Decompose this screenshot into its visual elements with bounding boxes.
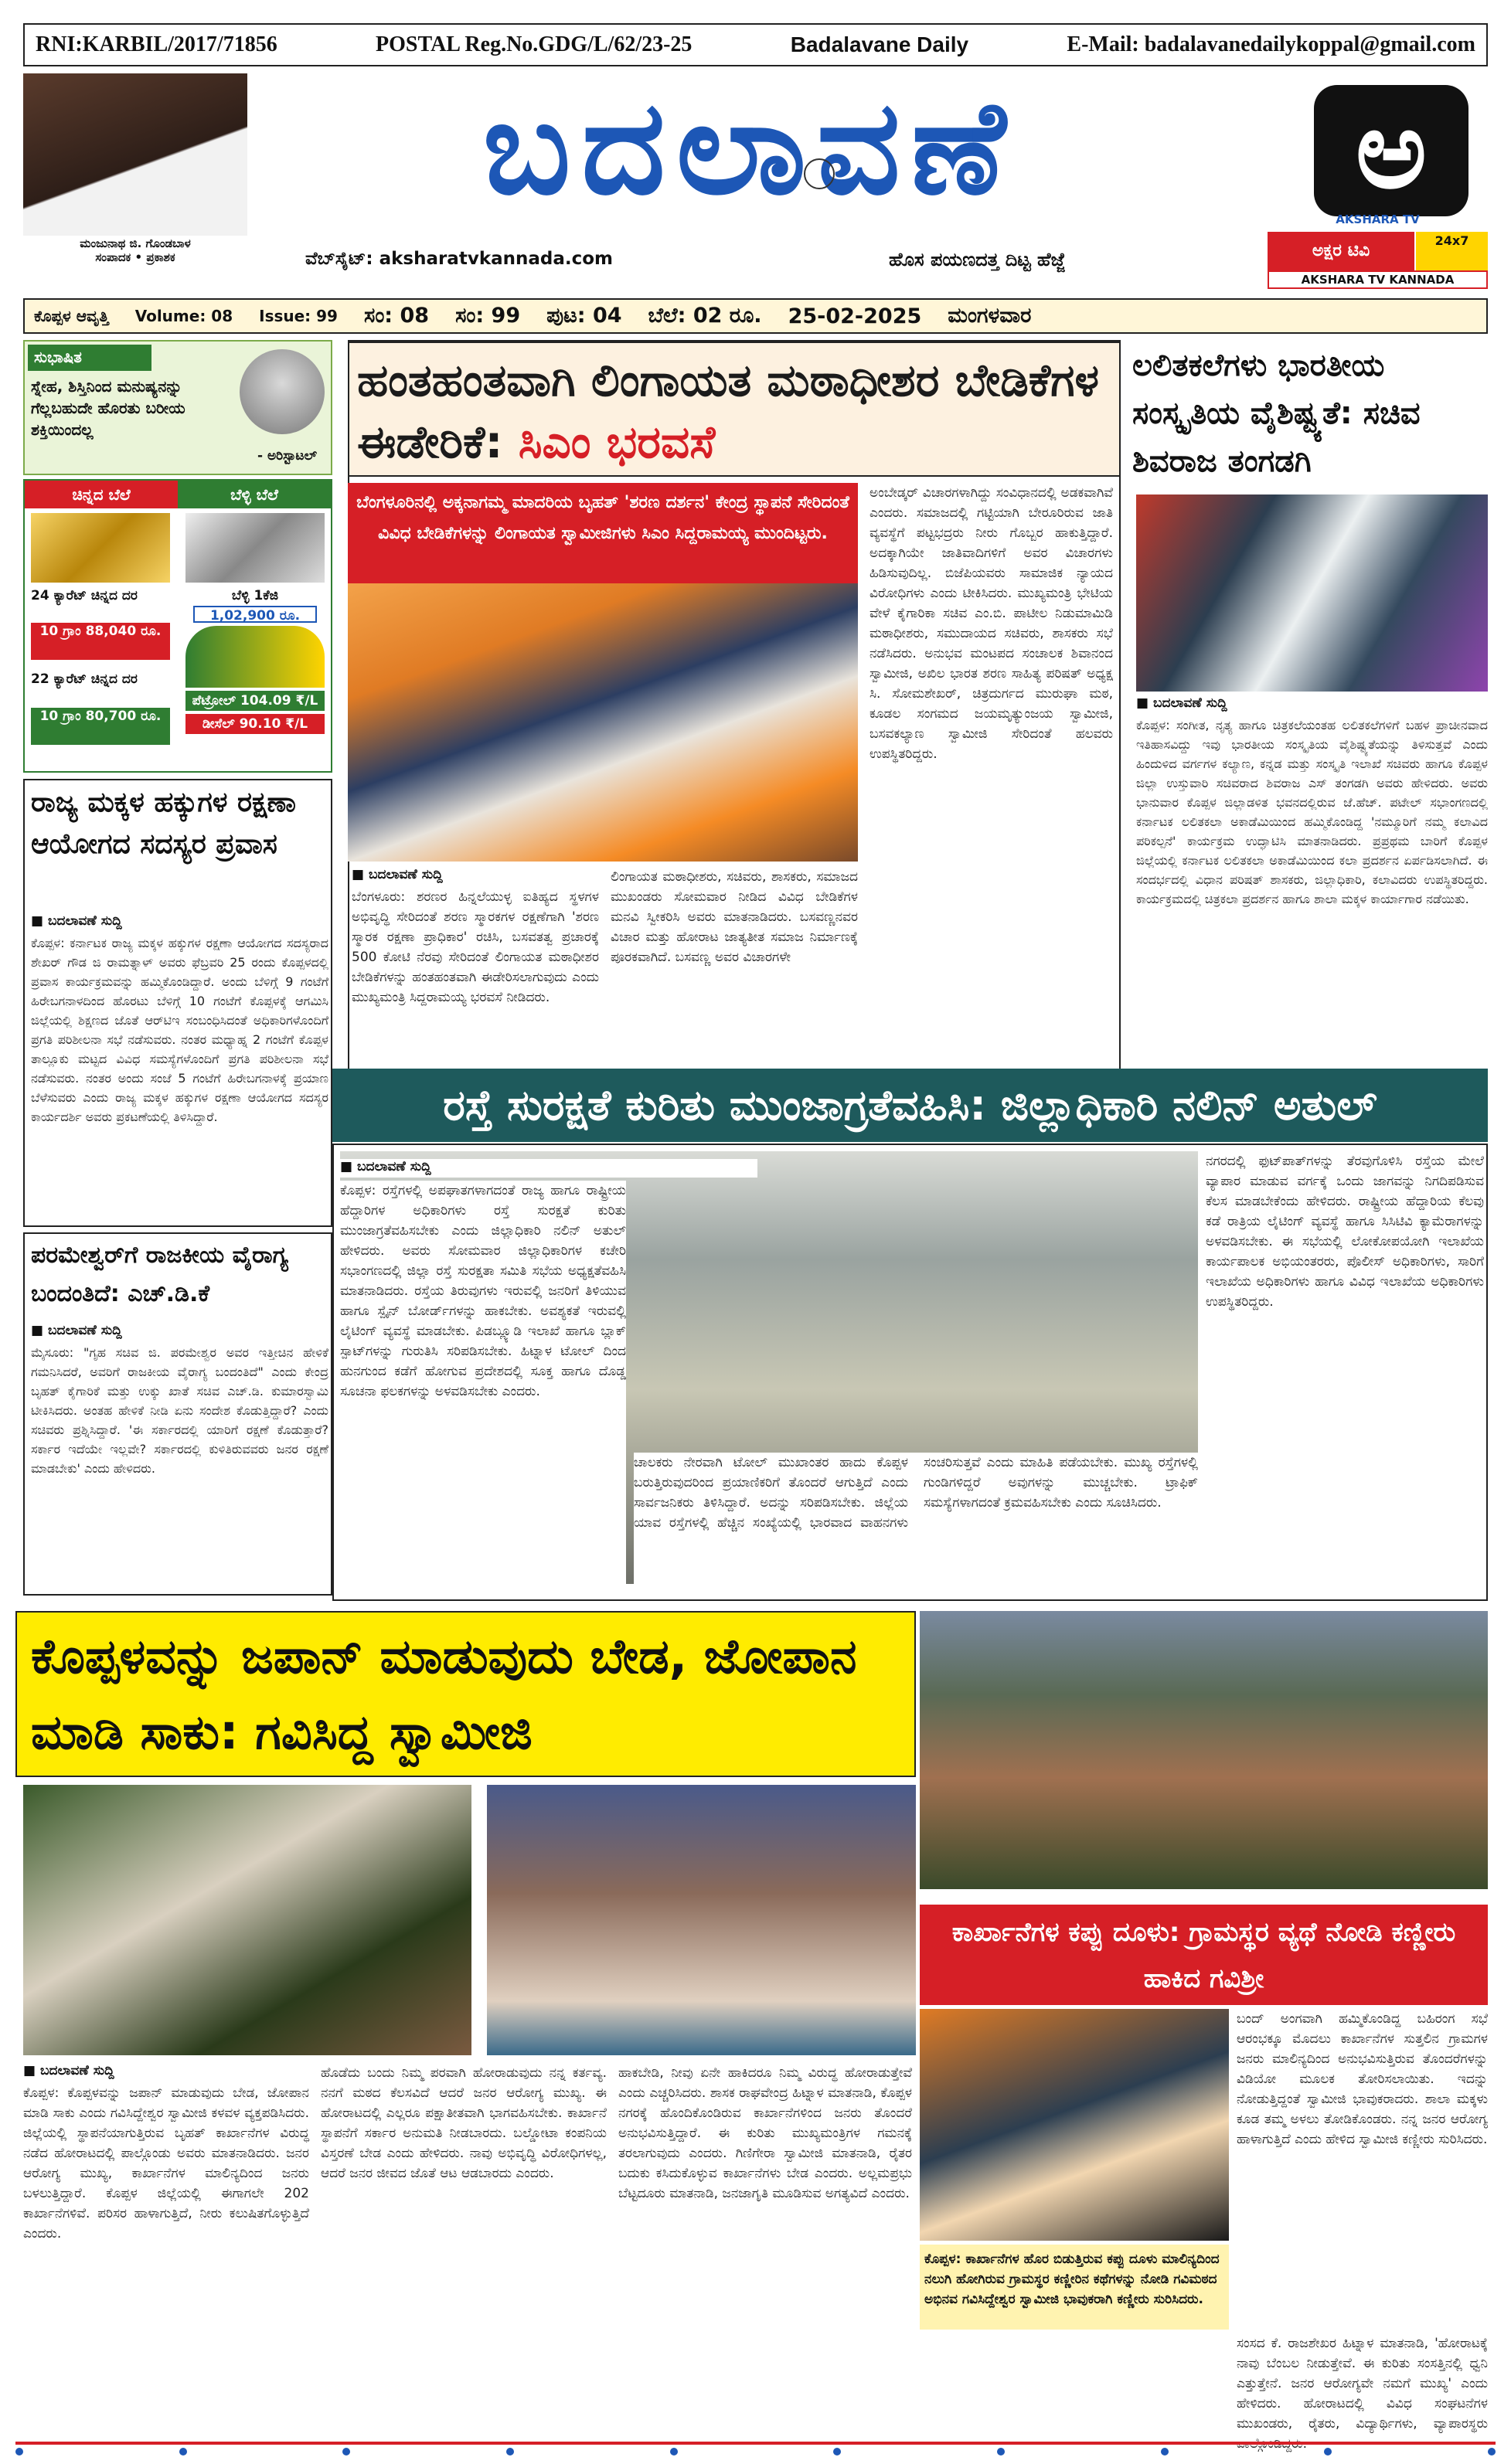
footer-rule	[15, 2442, 1496, 2445]
issue-info-bar	[23, 298, 1488, 334]
footer-dot-icon	[833, 2448, 841, 2456]
pages: ಪುಟ: 04	[546, 304, 622, 328]
lingayat-article-title	[357, 349, 1115, 473]
koppal-article-col3: ಹಾಕಬೇಡಿ, ನೀವು ಏನೇ ಹಾಕಿದರೂ ನಿಮ್ಮ ವಿರುದ್ಧ ಹೋರಾಡುತ್ತೇವೆ ಎಂದು ಎಚ್ಚರಿಸಿದರು. ಶಾಸಕ ರಾಘವೇಂದ್ರ ಹಿಟ್ನಾಳ ಮಾತನಾಡಿ, ಕೊಪ್ಪಳ ನಗರಕ್ಕೆ ಹೊಂದಿಕೊಂಡಿರುವ ಕಾರ್ಖಾನೆಗಳಿಂದ ಜನರು ತೊಂದರೆ ಅನುಭವಿಸುತ್ತಿದ್ದಾರೆ. ಈ ಕುರಿತು ಮುಖ್ಯಮಂತ್ರಿಗಳ ಗಮನಕ್ಕೆ ತರಲಾಗುವುದು ಎಂದರು. ಗಿಣಿಗೇರಾ ಸ್ವಾಮೀಜಿ ಮಾತನಾಡಿ, ರೈತರ ಬದುಕು ಕಸಿದುಕೊಳ್ಳುವ ಕಾರ್ಖಾನೆಗಳು ಬೇಡ ಎಂದರು. ಅಲ್ಲಮಪ್ರಭು ಬೆಟ್ಟದೂರು ಮಾತನಾಡಿ, ಜನಜಾಗೃತಿ ಮೂಡಿಸುವ ಅಗತ್ಯವಿದೆ ಎಂದರು.	[618, 2065, 912, 2201]
akshara-tv-logo-icon: ಅ	[1314, 85, 1468, 216]
gold24-value: 10 ಗ್ರಾಂ 88,040 ರೂ.	[31, 623, 170, 660]
tagline: ಹೊಸ ಪಯಣದತ್ತ ದಿಟ್ಟ ಹೆಜ್ಜೆ	[889, 249, 1066, 270]
editor-photo	[23, 73, 247, 236]
koppal-article-col1: ಕೊಪ್ಪಳ: ಕೊಪ್ಪಳವನ್ನು ಜಪಾನ್ ಮಾಡುವುದು ಬೇಡ, ಜೋಪಾನ ಮಾಡಿ ಸಾಕು ಎಂದು ಗವಿಸಿದ್ದೇಶ್ವರ ಸ್ವಾಮೀಜಿ ಕಳವಳ ವ್ಯಕ್ತಪಡಿಸಿದರು. ಜಿಲ್ಲೆಯಲ್ಲಿ ಸ್ಥಾಪನೆಯಾಗುತ್ತಿರುವ ಬೃಹತ್ ಕಾರ್ಖಾನೆಗಳ ವಿರುದ್ಧ ನಡೆದ ಹೋರಾಟದಲ್ಲಿ ಪಾಲ್ಗೊಂಡು ಅವರು ಮಾತನಾಡಿದರು. ಜನರ ಆರೋಗ್ಯ ಮುಖ್ಯ, ಕಾರ್ಖಾನೆಗಳ ಮಾಲಿನ್ಯದಿಂದ ಜನರು ಬಳಲುತ್ತಿದ್ದಾರೆ. ಕೊಪ್ಪಳ ಜಿಲ್ಲೆಯಲ್ಲಿ ಈಗಾಗಲೇ 202 ಕಾರ್ಖಾನೆಗಳಿವೆ. ಪರಿಸರ ಹಾಳಾಗುತ್ತಿದೆ, ನೀರು ಕಲುಷಿತಗೊಳ್ಳುತ್ತಿದೆ ಎಂದರು.	[23, 2085, 309, 2241]
protest-crowd-photo	[920, 1611, 1488, 1889]
lingayat-meeting-photo	[348, 583, 858, 862]
road-article-col3: ನಗರದಲ್ಲಿ ಫುಟ್‌ಪಾತ್‌ಗಳನ್ನು ತೆರವುಗೊಳಿಸಿ ರಸ್ತೆಯ ಮೇಲೆ ವ್ಯಾಪಾರ ಮಾಡುವ ವರ್ಗಕ್ಕೆ ಒಂದು ಜಾಗವನ್ನು ನಿಗದಿಪಡಿಸುವ ಕೆಲಸ ಮಾಡಬೇಕೆಂದು ಹೇಳಿದರು. ರಾಷ್ಟ್ರೀಯ ಹೆದ್ದಾರಿಯ ಕೆಲವು ಕಡೆ ರಾತ್ರಿಯ ಲೈಟಿಂಗ್ ವ್ಯವಸ್ಥೆ ಹಾಗೂ ಸಿಸಿಟಿವಿ ಕ್ಯಾಮೆರಾಗಳನ್ನು ಅಳವಡಿಸಬೇಕು. ಈ ಸಭೆಯಲ್ಲಿ ಲೋಕೋಪಯೋಗಿ ಇಲಾಖೆಯ ಕಾರ್ಯಪಾಲಕ ಅಭಿಯಂತರರು, ಪೊಲೀಸ್ ಅಧಿಕಾರಿಗಳು, ಸಾರಿಗೆ ಇಲಾಖೆಯ ಅಧಿಕಾರಿಗಳು ಹಾಗೂ ವಿವಿಧ ಇಲಾಖೆಯ ಅಧಿಕಾರಿಗಳು ಉಪಸ್ಥಿತರಿದ್ದರು.	[1206, 1154, 1484, 1310]
footer-dots	[15, 2448, 1496, 2459]
footer-dot-icon	[997, 2448, 1005, 2456]
children-article-body: ಕೊಪ್ಪಳ: ಕರ್ನಾಟಕ ರಾಜ್ಯ ಮಕ್ಕಳ ಹಕ್ಕುಗಳ ರಕ್ಷಣಾ ಆಯೋಗದ ಸದಸ್ಯರಾದ ಶೇಖರ್ ಗೌಡ ಜಿ ರಾಮತ್ನಾಳ್ ಅವರು ಫೆಬ್ರವರಿ 25 ರಂದು ಕೊಪ್ಪಳದಲ್ಲಿ ಪ್ರವಾಸ ಕಾರ್ಯಕ್ರಮವನ್ನು ಹಮ್ಮಿಕೊಂಡಿದ್ದಾರೆ. ಅಂದು ಬೆಳಿಗ್ಗೆ 9 ಗಂಟೆಗೆ ಹಿರೇಬಗನಾಳದಿಂದ ಹೊರಟು ಬೆಳಿಗ್ಗೆ 10 ಗಂಟೆಗೆ ಕೊಪ್ಪಳಕ್ಕೆ ಆಗಮಿಸಿ ಜಿಲ್ಲೆಯಲ್ಲಿ ಶಿಕ್ಷಣದ ಜೊತೆ ಆರ್‌ಟಿಇ ಸಂಬಂಧಿಸಿದಂತೆ ಅಧಿಕಾರಿಗಳೊಂದಿಗೆ ಪ್ರಗತಿ ಪರಿಶೀಲನಾ ಸಭೆ ನಡೆಸುವರು. ನಂತರ ಮಧ್ಯಾಹ್ನ 2 ಗಂಟೆಗೆ ಕೊಪ್ಪಳ ತಾಲ್ಲೂಕು ಮಟ್ಟದ ವಿವಿಧ ಸಮಸ್ಯೆಗಳೊಂದಿಗೆ ಪ್ರಗತಿ ಪರಿಶೀಲನಾ ಸಭೆ ನಡೆಸುವರು. ನಂತರ ಅಂದು ಸಂಜೆ 5 ಗಂಟೆಗೆ ಹಿರೇಬಗನಾಳಕ್ಕೆ ಪ್ರಯಾಣ ಬೆಳೆಸುವರು ಎಂದು ರಾಜ್ಯ ಮಕ್ಕಳ ಹಕ್ಕುಗಳ ರಕ್ಷಣಾ ಆಯೋಗದ ಸದಸ್ಯರ ಕಾರ್ಯದರ್ಶಿ ಅವರು ಪ್ರಕಟಣೆಯಲ್ಲಿ ತಿಳಿಸಿದ್ದಾರೆ.	[31, 936, 328, 1124]
issue-day: ಮಂಗಳವಾರ	[948, 304, 1032, 328]
sam-2: ಸಂ: 99	[455, 304, 521, 328]
parameshwar-article-byline: ■ ಬದಲಾವಣೆ ಸುದ್ದಿ	[31, 1323, 122, 1338]
protest-gathering-photo	[487, 1785, 916, 2055]
protest-leaders-photo	[23, 1785, 471, 2055]
gold22-value: 10 ಗ್ರಾಂ 80,700 ರೂ.	[31, 708, 170, 745]
lalit-article-body: ಕೊಪ್ಪಳ: ಸಂಗೀತ, ನೃತ್ಯ ಹಾಗೂ ಚಿತ್ರಕಲೆಯಂತಹ ಲಲಿತಕಲೆಗಳಿಗೆ ಬಹಳ ಪ್ರಾಚೀನವಾದ ಇತಿಹಾಸವಿದ್ದು ಇವು ಭಾರತೀಯ ಸಂಸ್ಕೃತಿಯ ವೈಶಿಷ್ಟ್ಯತೆಯನ್ನು ತಿಳಿಸುತ್ತವೆ ಎಂದು ಹಿಂದುಳಿದ ವರ್ಗಗಳ ಕಲ್ಯಾಣ, ಕನ್ನಡ ಮತ್ತು ಸಂಸ್ಕೃತಿ ಇಲಾಖೆ ಸಚಿವರು ಹಾಗೂ ಕೊಪ್ಪಳ ಜಿಲ್ಲಾ ಉಸ್ತುವಾರಿ ಸಚಿವರಾದ ಶಿವರಾಜ ಎಸ್ ತಂಗಡಗಿ ಅವರು ಹೇಳಿದರು. ಅವರು ಭಾನುವಾರ ಕೊಪ್ಪಳ ಜಿಲ್ಲಾಡಳಿತ ಭವನದಲ್ಲಿರುವ ಜೆ.ಹೆಚ್. ಪಟೇಲ್ ಸಭಾಂಗಣದಲ್ಲಿ ಕರ್ನಾಟಕ ಲಲಿತಕಲಾ ಅಕಾಡೆಮಿಯಿಂದ ಹಮ್ಮಿಕೊಂಡಿದ್ದ 'ನಮ್ಮೂರಿಗೆ ನಮ್ಮ ಕಲಾವಿದ ಪರಿಕಲ್ಪನೆ' ಕಾರ್ಯಕ್ರಮ ಉದ್ಘಾಟಿಸಿ ಮಾತನಾಡಿದರು. ಪ್ರಪ್ರಥಮ ಬಾರಿಗೆ ಕೊಪ್ಪಳ ಜಿಲ್ಲೆಯಲ್ಲಿ ಕರ್ನಾಟಕ ಲಲಿತಕಲಾ ಅಕಾಡೆಮಿಯಿಂದ ಕಲಾ ಪ್ರದರ್ಶನ ಏರ್ಪಡಿಸಲಾಗಿದೆ. ಈ ಸಂದರ್ಭದಲ್ಲಿ ವಿಧಾನ ಪರಿಷತ್ ಶಾಸಕರು, ಜಿಲ್ಲಾಧಿಕಾರಿ, ಕಲಾವಿದರು ಉಪಸ್ಥಿತರಿದ್ದರು. ಕಾರ್ಯಕ್ರಮದಲ್ಲಿ ಚಿತ್ರಕಲಾ ಪ್ರದರ್ಶನ ಹಾಗೂ ಶಾಲಾ ಮಕ್ಕಳ ಕಾರ್ಯಾಗಾರ ನಡೆಯಿತು.	[1136, 718, 1488, 906]
karkhane-article-title: ಕಾರ್ಖಾನೆಗಳ ಕಪ್ಪು ದೂಳು: ಗ್ರಾಮಸ್ಥರ ವ್ಯಥೆ ನೋಡಿ ಕಣ್ಣೀರು ಹಾಕಿದ ಗವಿಶ್ರೀ	[920, 1905, 1488, 2005]
silver-label: ಬೆಳ್ಳಿ 1ಕೆಜಿ	[231, 588, 279, 603]
road-article-byline: ■ ಬದಲಾವಣೆ ಸುದ್ದಿ	[340, 1159, 757, 1178]
swamiji-emotional-photo	[920, 2009, 1229, 2241]
karkhane-spacer	[920, 2333, 1229, 2434]
edition: ಕೊಪ್ಪಳ ಆವೃತ್ತಿ	[34, 307, 109, 325]
website-url[interactable]: ವೆಬ್‌ಸೈಟ್: aksharatvkannada.com	[305, 249, 614, 269]
silver-bars-icon	[185, 513, 325, 583]
footer-dot-icon	[1488, 2448, 1496, 2456]
children-article-title: ರಾಜ್ಯ ಮಕ್ಕಳ ಹಕ್ಕುಗಳ ರಕ್ಷಣಾ ಆಯೋಗದ ಸದಸ್ಯರ ಪ್ರವಾಸ	[31, 787, 296, 860]
road-article-col2: ಚಾಲಕರು ನೇರವಾಗಿ ಟೋಲ್ ಮುಖಾಂತರ ಹಾದು ಕೊಪ್ಪಳ ಬರುತ್ತಿರುವುದರಿಂದ ಪ್ರಯಾಣಿಕರಿಗೆ ತೊಂದರೆ ಆಗುತ್ತಿದೆ ಎಂದು ಸಾರ್ವಜನಿಕರು ತಿಳಿಸಿದ್ದಾರೆ. ಅದನ್ನು ಸರಿಪಡಿಸಬೇಕು. ಜಿಲ್ಲೆಯ ಯಾವ ರಸ್ತೆಗಳಲ್ಲಿ ಹೆಚ್ಚಿನ ಸಂಖ್ಯೆಯಲ್ಲಿ ಭಾರವಾದ ವಾಹನಗಳು ಸಂಚರಿಸುತ್ತವೆ ಎಂದು ಮಾಹಿತಿ ಪಡೆಯಬೇಕು. ಮುಖ್ಯ ರಸ್ತೆಗಳಲ್ಲಿ ಗುಂಡಿಗಳಿದ್ದರೆ ಅವುಗಳನ್ನು ಮುಚ್ಚಬೇಕು. ಟ್ರಾಫಿಕ್ ಸಮಸ್ಯೆಗಳಾಗದಂತೆ ಕ್ರಮವಹಿಸಬೇಕು ಎಂದು ಸೂಚಿಸಿದರು.	[634, 1453, 1198, 1596]
issue: Issue: 99	[259, 307, 338, 325]
gold24-label: 24 ಕ್ಯಾರೆಟ್ ಚಿನ್ನದ ದರ	[31, 588, 138, 603]
road-safety-banner: ರಸ್ತೆ ಸುರಕ್ಷತೆ ಕುರಿತು ಮುಂಜಾಗ್ರತೆವಹಿಸಿ: ಜಿಲ್ಲಾಧಿಕಾರಿ ನಲಿನ್ ಅತುಲ್	[332, 1069, 1488, 1142]
parameshwar-article-body: ಮೈಸೂರು: "ಗೃಹ ಸಚಿವ ಜಿ. ಪರಮೇಶ್ವರ ಅವರ ಇತ್ತೀಚಿನ ಹೇಳಿಕೆ ಗಮನಿಸಿದರೆ, ಅವರಿಗೆ ರಾಜಕೀಯ ವೈರಾಗ್ಯ ಬಂದಂತಿದೆ" ಎಂದು ಕೇಂದ್ರ ಬೃಹತ್ ಕೈಗಾರಿಕೆ ಮತ್ತು ಉಕ್ಕು ಖಾತೆ ಸಚಿವ ಎಚ್.ಡಿ. ಕುಮಾರಸ್ವಾಮಿ ಟೀಕಿಸಿದರು. ಅಂತಹ ಹೇಳಿಕೆ ನೀಡಿ ಏನು ಸಂದೇಶ ಕೊಡುತ್ತಿದ್ದಾರೆ? ಎಂದು ಸಚಿವರು ಪ್ರಶ್ನಿಸಿದ್ದಾರೆ. 'ಈ ಸರ್ಕಾರದಲ್ಲಿ ಯಾರಿಗೆ ರಕ್ಷಣೆ ಕೊಡುತ್ತಾರೆ? ಸರ್ಕಾರ ಇದೆಯೇ ಇಲ್ಲವೇ? ಸರ್ಕಾರದಲ್ಲಿ ಕುಳಿತಿರುವವರು ಜನರ ರಕ್ಷಣೆ ಮಾಡಬೇಕು' ಎಂದು ಹೇಳಿದರು.	[31, 1345, 328, 1476]
top-info-bar	[23, 23, 1488, 66]
tv-kannada-label: ಅಕ್ಷರ ಟಿವಿ	[1268, 232, 1414, 270]
footer-dot-icon	[1161, 2448, 1169, 2456]
silver-value: 1,02,900 ರೂ.	[193, 606, 317, 623]
gold22-label: 22 ಕ್ಯಾರೆಟ್ ಚಿನ್ನದ ದರ	[31, 671, 138, 687]
footer-dot-icon	[342, 2448, 350, 2456]
diesel-price: ಡೀಸೆಲ್ 90.10 ₹/L	[185, 714, 325, 734]
parameshwar-article-title: ಪರಮೇಶ್ವರ್‌ಗೆ ರಾಜಕೀಯ ವೈರಾಗ್ಯ ಬಂದಂತಿದೆ: ಎಚ್.ಡಿ.ಕೆ	[31, 1242, 288, 1307]
tv-english-label: AKSHARA TV KANNADA	[1268, 270, 1488, 289]
footer-dot-icon	[15, 2448, 23, 2456]
silver-price-heading: ಬೆಳ್ಳಿ ಬೆಲೆ	[178, 481, 331, 508]
fuel-gauge-icon	[185, 626, 325, 688]
volume: Volume: 08	[134, 307, 233, 325]
philosopher-bust-icon	[240, 349, 325, 434]
children-article-byline: ■ ಬದಲಾವಣೆ ಸುದ್ದಿ	[31, 913, 122, 929]
lalit-article-title: ಲಲಿತಕಲೆಗಳು ಭಾರತೀಯ ಸಂಸ್ಕೃತಿಯ ವೈಶಿಷ್ಟ್ಯತೆ: ಸಚಿವ ಶಿವರಾಜ ತಂಗಡಗಿ	[1132, 348, 1421, 479]
rni-number: RNI:KARBIL/2017/71856	[36, 32, 277, 56]
karkhane-article-col2: ಸಂಸದ ಕೆ. ರಾಜಶೇಖರ ಹಿಟ್ನಾಳ ಮಾತನಾಡಿ, 'ಹೋರಾಟಕ್ಕೆ ನಾವು ಬೆಂಬಲ ನೀಡುತ್ತೇವೆ. ಈ ಕುರಿತು ಸಂಸತ್ತಿನಲ್ಲಿ ಧ್ವನಿ ಎತ್ತುತ್ತೇನೆ. ಜನರ ಆರೋಗ್ಯವೇ ನಮಗೆ ಮುಖ್ಯ' ಎಂದು ಹೇಳಿದರು. ಹೋರಾಟದಲ್ಲಿ ವಿವಿಧ ಸಂಘಟನೆಗಳ ಮುಖಂಡರು, ರೈತರು, ವಿದ್ಯಾರ್ಥಿಗಳು, ವ್ಯಾಪಾರಸ್ಥರು	[1237, 2336, 1488, 2432]
petrol-price: ಪೆಟ್ರೋಲ್ 104.09 ₹/L	[185, 691, 325, 711]
koppal-article-title: ಕೊಪ್ಪಳವನ್ನು ಜಪಾನ್ ಮಾಡುವುದು ಬೇಡ, ಜೋಪಾನ ಮಾಡಿ ಸಾಕು: ಗವಿಸಿದ್ದ ಸ್ವಾಮೀಜಿ	[31, 1628, 857, 1760]
issue-date: 25-02-2025	[788, 304, 922, 328]
paper-name-english: Badalavane Daily	[790, 32, 969, 56]
lingayat-article-col3: ಅಂಬೇಡ್ಕರ್ ವಿಚಾರಗಳಾಗಿದ್ದು ಸಂವಿಧಾನದಲ್ಲಿ ಅಡಕವಾಗಿವೆ ಎಂದರು. ಸಮಾಜದಲ್ಲಿ ಗಟ್ಟಿಯಾಗಿ ಬೇರೂರಿರುವ ಜಾತಿ ವ್ಯವಸ್ಥೆಗೆ ಪಟ್ಟಭದ್ರರು ನೀರು ಗೊಬ್ಬರ ಹಾಕುತ್ತಿದ್ದಾರೆ. ಅದಕ್ಕಾಗಿಯೇ ಜಾತಿವಾದಿಗಳಿಗೆ ಅವರ ವಿಚಾರಗಳು ಹಿಡಿಸುವುದಿಲ್ಲ. ಬಿಜೆಪಿಯವರು ಸಾಮಾಜಿಕ ನ್ಯಾಯದ ವಿರೋಧಿಗಳು ಎಂದು ಟೀಕಿಸಿದರು. ಮುಖ್ಯಮಂತ್ರಿ ಭೇಟಿಯ ವೇಳೆ ಕೈಗಾರಿಕಾ ಸಚಿವ ಎಂ.ಬಿ. ಪಾಟೀಲ ನಿಡುಮಾಮಿಡಿ ಮಠಾಧೀಶರು, ಸಮುದಾಯದ ಸಚಿವರು, ಶಾಸಕರು ಸಭೆ ನಡೆಸಿದರು. ಅನುಭವ ಮಂಟಪದ ಸಂಚಾಲಕ ಶಿವಾನಂದ ಸ್ವಾಮೀಜಿ, ಅಖಿಲ ಭಾರತ ಶರಣ ಸಾಹಿತ್ಯ ಪರಿಷತ್ ಅಧ್ಯಕ್ಷ ಸಿ. ಸೋಮಶೇಖರ್, ಚಿತ್ರದುರ್ಗದ ಮುರುಘಾ ಮಠ, ಕೂಡಲ ಸಂಗಮದ ಜಯಮೃತ್ಯುಂಜಯ ಸ್ವಾಮೀಜಿ, ಬಸವಕಲ್ಯಾಣ ಸ್ವಾಮೀಜಿ ಸೇರಿದಂತೆ ಹಲವರು ಉಪಸ್ಥಿತರಿದ್ದರು.	[870, 485, 1113, 762]
quote-heading: ಸುಭಾಷಿತ	[28, 345, 151, 371]
lingayat-title-part2: ಸಿಎಂ ಭರವಸೆ	[518, 416, 716, 468]
koppal-article-byline: ■ ಬದಲಾವಣೆ ಸುದ್ದಿ	[23, 2063, 114, 2078]
email-address[interactable]: E-Mail: badalavanedailykoppal@gmail.com	[1067, 32, 1475, 56]
footer-dot-icon	[1324, 2448, 1332, 2456]
editor-caption: ಮಂಜುನಾಥ ಜಿ. ಗೊಂಡಬಾಳ ಸಂಪಾದಕ • ಪ್ರಕಾಶಕ	[80, 236, 191, 264]
lingayat-article-byline: ■ ಬದಲಾವಣೆ ಸುದ್ದಿ	[352, 867, 443, 882]
lingayat-title-part1: ಹಂತಹಂತವಾಗಿ ಲಿಂಗಾಯತ ಮಠಾಧೀಶರ ಬೇಡಿಕೆಗಳ ಈಡೇರಿಕೆ:	[357, 354, 1100, 468]
koppal-article-col2: ಹೊಡೆದು ಬಂದು ನಿಮ್ಮ ಪರವಾಗಿ ಹೋರಾಡುವುದು ನನ್ನ ಕರ್ತವ್ಯ. ನನಗೆ ಮಠದ ಕೆಲಸವಿದೆ ಆದರೆ ಜನರ ಆರೋಗ್ಯ ಮುಖ್ಯ. ಈ ಹೋರಾಟದಲ್ಲಿ ಎಲ್ಲರೂ ಪಕ್ಷಾತೀತವಾಗಿ ಭಾಗವಹಿಸಬೇಕು. ಕಾರ್ಖಾನೆ ಸ್ಥಾಪನೆಗೆ ಸರ್ಕಾರ ಅನುಮತಿ ನೀಡಬಾರದು. ಬಲ್ಡೋಟಾ ಕಂಪನಿಯ ವಿಸ್ತರಣೆ ಬೇಡ ಎಂದು ಹೇಳಿದರು. ನಾವು ಅಭಿವೃದ್ಧಿ ವಿರೋಧಿಗಳಲ್ಲ, ಆದರೆ ಜನರ ಜೀವದ ಜೊತೆ ಆಟ ಆಡಬಾರದು ಎಂದರು.	[321, 2065, 607, 2181]
footer-dot-icon	[179, 2448, 187, 2456]
lingayat-photo-caption: ಬೆಂಗಳೂರಿನಲ್ಲಿ ಅಕ್ಕನಾಗಮ್ಮ ಮಾದರಿಯ ಬೃಹತ್ 'ಶರಣ ದರ್ಶನ' ಕೇಂದ್ರ ಸ್ಥಾಪನೆ ಸೇರಿದಂತೆ ವಿವಿಧ ಬೇಡಿಕೆಗಳನ್ನು ಲಿಂಗಾಯತ ಸ್ವಾಮೀಜಿಗಳು ಸಿಎಂ ಸಿದ್ದರಾಮಯ್ಯ ಮುಂದಿಟ್ಟರು.	[348, 483, 858, 583]
postal-reg: POSTAL Reg.No.GDG/L/62/23-25	[376, 32, 693, 56]
footer-dot-icon	[506, 2448, 514, 2456]
price: ಬೆಲೆ: 02 ರೂ.	[648, 304, 762, 328]
masthead-title: ಬದಲಾವಣೆ	[482, 70, 1017, 223]
karkhane-photo-caption: ಕೊಪ್ಪಳ: ಕಾರ್ಖಾನೆಗಳ ಹೊರ ಬಿಡುತ್ತಿರುವ ಕಪ್ಪು ದೂಳು ಮಾಲಿನ್ಯದಿಂದ ನಲುಗಿ ಹೋಗಿರುವ ಗ್ರಾಮಸ್ಥರ ಕಣ್ಣೀರಿನ ಕಥೆಗಳನ್ನು ನೋಡಿ ಗವಿಮಠದ ಅಭಿನವ ಗವಿಸಿದ್ದೇಶ್ವರ ಸ್ವಾಮೀಜಿ ಭಾವುಕರಾಗಿ ಕಣ್ಣೀರು ಸುರಿಸಿದರು.	[920, 2245, 1229, 2330]
lalit-article-byline: ■ ಬದಲಾವಣೆ ಸುದ್ದಿ	[1136, 695, 1227, 711]
footer-dot-icon	[670, 2448, 678, 2456]
road-article-col1: ಕೊಪ್ಪಳ: ರಸ್ತೆಗಳಲ್ಲಿ ಅಪಘಾತಗಳಾಗದಂತೆ ರಾಜ್ಯ ಹಾಗೂ ರಾಷ್ಟ್ರೀಯ ಹೆದ್ದಾರಿಗಳ ಅಧಿಕಾರಿಗಳು ರಸ್ತೆ ಸುರಕ್ಷತೆ ಕುರಿತು ಮುಂಜಾಗ್ರತೆವಹಿಸಬೇಕು ಎಂದು ಜಿಲ್ಲಾಧಿಕಾರಿ ನಲಿನ್ ಅತುಲ್ ಹೇಳಿದರು. ಅವರು ಸೋಮವಾರ ಜಿಲ್ಲಾಧಿಕಾರಿಗಳ ಕಚೇರಿ ಸಭಾಂಗಣದಲ್ಲಿ ಜಿಲ್ಲಾ ರಸ್ತೆ ಸುರಕ್ಷತಾ ಸಮಿತಿ ಸಭೆಯ ಅಧ್ಯಕ್ಷತೆವಹಿಸಿ ಮಾತನಾಡಿದರು. ರಸ್ತೆಯ ತಿರುವುಗಳು ಇರುವಲ್ಲಿ ಜನರಿಗೆ ತಿಳಿಯುವ ಹಾಗೂ ಸ್ಪೈನ್ ಬೋರ್ಡ್‌ಗಳನ್ನು ಹಾಕಬೇಕು. ಅವಶ್ಯಕತೆ ಇರುವಲ್ಲಿ ಲೈಟಿಂಗ್ ವ್ಯವಸ್ಥೆ ಮಾಡಬೇಕು. ಪಿಡಬ್ಲ್ಯೂಡಿ ಇಲಾಖೆ ಹಾಗೂ ಬ್ಲಾಕ್ ಸ್ಪಾಟ್‌ಗಳನ್ನು ಗುರುತಿಸಿ ಸರಿಪಡಿಸಬೇಕು. ಹಿಟ್ನಾಳ ಟೋಲ್ ದಿಂದ ಹುನಗುಂದ ಕಡೆಗೆ ಹೋಗುವ ಪ್ರದೇಶದಲ್ಲಿ ಸೂಕ್ತ ಹಾಗೂ ದೊಡ್ಡ ಸೂಚನಾ ಫಲಕಗಳನ್ನು ಅಳವಡಿಸಬೇಕು ಎಂದರು.	[340, 1181, 626, 1594]
quote-text: ಸ್ನೇಹ, ಶಿಸ್ತಿನಿಂದ ಮನುಷ್ಯನನ್ನು ಗೆಲ್ಲಬಹುದೇ ಹೊರತು ಬರೀಯ ಶಕ್ತಿಯಿಂದಲ್ಲ	[31, 377, 185, 439]
lalit-event-photo	[1136, 494, 1488, 692]
lingayat-article-col2: ಲಿಂಗಾಯತ ಮಠಾಧೀಶರು, ಸಚಿವರು, ಶಾಸಕರು, ಸಮಾಜದ ಮುಖಂಡರು ಸೋಮವಾರ ನೀಡಿದ ವಿವಿಧ ಬೇಡಿಕೆಗಳ ಮನವಿ ಸ್ವೀಕರಿಸಿ ಅವರು ಮಾತನಾಡಿದರು. ಬಸವಣ್ಣನವರ ವಿಚಾರ ಮತ್ತು ಹೋರಾಟ ಜಾತ್ಯತೀತ ಸಮಾಜ ನಿರ್ಮಾಣಕ್ಕೆ ಪೂರಕವಾಗಿದೆ. ಬಸವಣ್ಣ ಅವರ ವಿಚಾರಗಳೇ	[611, 869, 858, 965]
karkhane-article-col1: ಬಂದ್ ಅಂಗವಾಗಿ ಹಮ್ಮಿಕೊಂಡಿದ್ದ ಬಹಿರಂಗ ಸಭೆ ಆರಂಭಕ್ಕೂ ಮೊದಲು ಕಾರ್ಖಾನೆಗಳ ಸುತ್ತಲಿನ ಗ್ರಾಮಗಳ ಜನರು ಮಾಲಿನ್ಯದಿಂದ ಅನುಭವಿಸುತ್ತಿರುವ ತೊಂದರೆಗಳನ್ನು ವಿಡಿಯೋ ಮೂಲಕ ತೋರಿಸಲಾಯಿತು. ಇದನ್ನು ನೋಡುತ್ತಿದ್ದಂತೆ ಸ್ವಾಮೀಜಿ ಭಾವುಕರಾದರು. ಶಾಲಾ ಮಕ್ಕಳು ಕೂಡ ತಮ್ಮ ಅಳಲು ತೋಡಿಕೊಂಡರು. ನನ್ನ ಜನರ ಆರೋಗ್ಯ ಹಾಳಾಗುತ್ತಿದೆ ಎಂದು ಹೇಳಿದ ಸ್ವಾಮೀಜಿ ಕಣ್ಣೀರು ಸುರಿಸಿದರು.	[1237, 2011, 1488, 2147]
sam-1: ಸಂ: 08	[363, 304, 430, 328]
gold-price-heading: ಚಿನ್ನದ ಬೆಲೆ	[25, 481, 178, 508]
compass-icon	[804, 158, 835, 189]
lingayat-article-col1: ಬೆಂಗಳೂರು: ಶರಣರ ಹಿನ್ನಲೆಯುಳ್ಳ ಐತಿಹ್ಯದ ಸ್ಥಳಗಳ ಅಭಿವೃದ್ಧಿ ಸೇರಿದಂತೆ ಶರಣ ಸ್ಮಾರಕಗಳ ರಕ್ಷಣೆಗಾಗಿ 'ಶರಣ ಸ್ಮಾರಕ ರಕ್ಷಣಾ ಪ್ರಾಧಿಕಾರ' ರಚಿಸಿ, ಬಸವತತ್ವ ಪ್ರಚಾರಕ್ಕೆ 500 ಕೋಟಿ ನೆರವು ಸೇರಿದಂತೆ ಲಿಂಗಾಯತ ಮಠಾಧೀಶರ ಬೇಡಿಕೆಗಳನ್ನು ಹಂತಹಂತವಾಗಿ ಈಡೇರಿಸಲಾಗುವುದು ಎಂದು ಮುಖ್ಯಮಂತ್ರಿ ಸಿದ್ದರಾಮಯ್ಯ ಭರವಸೆ ನೀಡಿದರು.	[352, 889, 599, 1005]
quote-author: - ಅರಿಸ್ಟಾಟಲ್	[257, 448, 317, 464]
tv-label: AKSHARA TV	[1336, 212, 1420, 226]
tv-247-badge: 24x7	[1416, 232, 1488, 270]
gold-bars-icon	[31, 513, 170, 583]
